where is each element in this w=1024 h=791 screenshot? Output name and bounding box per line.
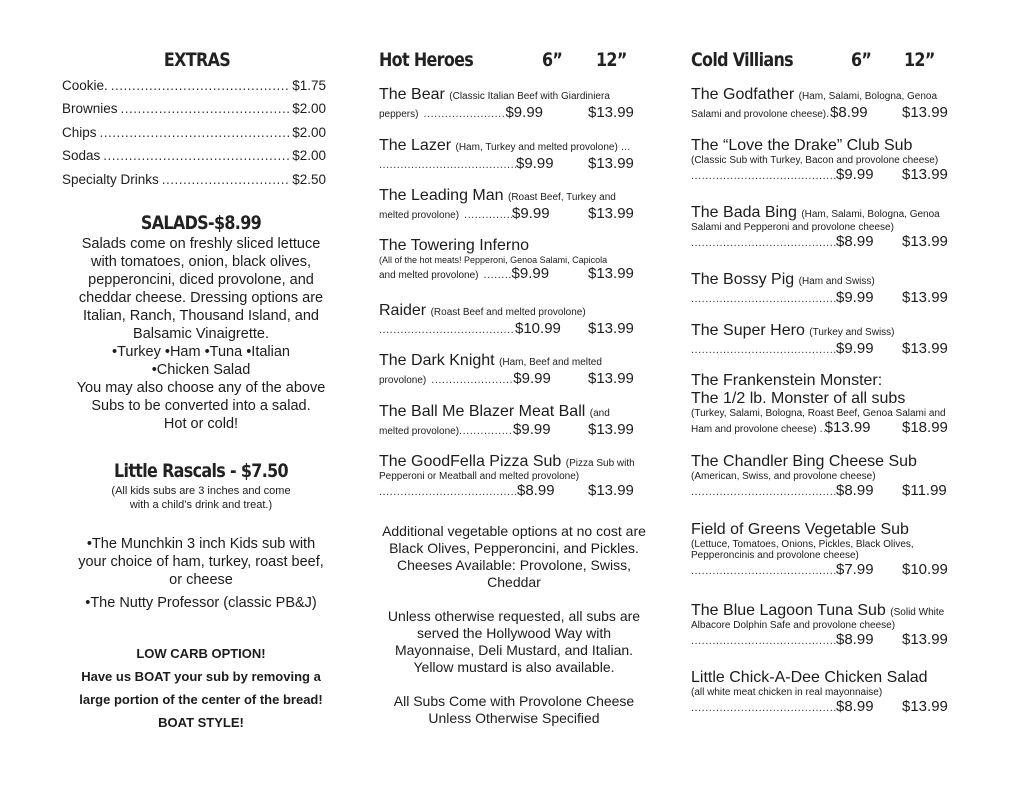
price-6: $8.99: [836, 631, 874, 648]
price-12: $13.99: [588, 370, 634, 387]
note-line: Mayonnaise, Deli Mustard, and Italian.: [394, 642, 634, 658]
price-12: $13.99: [902, 340, 948, 357]
note-line: Unless Otherwise Specified: [428, 710, 600, 726]
leader-dots: [162, 172, 289, 187]
size-12-header: 12”: [904, 49, 935, 71]
hot-heroes-section: [379, 0, 659, 791]
lowcarb-line: large portion of the center of the bread!: [79, 692, 323, 707]
item-name: The “Love the Drake” Club Sub: [691, 137, 913, 154]
item-desc: provolone): [379, 375, 427, 386]
price-6: $8.99: [836, 482, 874, 499]
price-12: $11.99: [902, 482, 947, 499]
leader-dots: [103, 148, 289, 163]
rascals-sub-line: (All kids subs are 3 inches and come: [111, 485, 291, 497]
item-desc: (Ham, Salami, Bologna, Genoa: [798, 91, 938, 102]
extra-item: [62, 148, 326, 163]
salads-line: •Chicken Salad: [151, 362, 251, 378]
item-desc: Salami and provolone cheese): [691, 109, 827, 120]
extra-price: $2.00: [292, 101, 326, 116]
menu-item-ball-me-blazer: [379, 403, 659, 438]
vegetable-options-note: [379, 523, 649, 591]
price-6: $9.99: [836, 166, 874, 183]
rascals-subtitle: [62, 484, 340, 512]
item-desc: (Ham, Salami, Bologna, Genoa: [801, 209, 940, 220]
note-line: Black Olives, Pepperoncini, and Pickles.: [389, 540, 639, 556]
rascals-sub-line: with a child’s drink and treat.): [129, 499, 273, 511]
menu-item-blue-lagoon-tuna: [691, 602, 971, 648]
price-12: $13.99: [902, 289, 948, 306]
item-name: The Towering Inferno: [379, 237, 530, 254]
extra-price: $2.00: [292, 125, 326, 140]
menu-item-the-bossy-pig: [691, 271, 971, 306]
menu-item-field-of-greens: [691, 521, 971, 578]
item-name: The Dark Knight: [379, 352, 495, 369]
menu-item-the-super-hero: [691, 322, 971, 357]
menu-item-chandler-bing: [691, 453, 971, 499]
leader-dots: [691, 486, 836, 498]
price-6: $9.99: [513, 370, 551, 387]
item-name: The Bossy Pig: [691, 271, 795, 288]
item-desc: peppers): [379, 109, 419, 120]
item-desc: (Turkey and Swiss): [809, 327, 895, 338]
price-12: $13.99: [588, 155, 634, 172]
leader-dots: [459, 425, 513, 437]
leader-dots: [121, 101, 290, 116]
item-desc: (Roast Beef, Turkey and: [507, 192, 616, 203]
salads-line: Italian, Ranch, Thousand Island, and: [83, 308, 319, 324]
item-name: The Lazer: [379, 137, 452, 154]
price-12: $13.99: [902, 631, 948, 648]
leader-dots: [464, 209, 512, 221]
note-line: served the Hollywood Way with: [416, 625, 611, 641]
item-desc: (Ham, Beef and melted: [499, 357, 602, 368]
item-name: Raider: [379, 302, 427, 319]
price-6: $8.99: [830, 104, 868, 121]
item-name: The Godfather: [691, 86, 795, 103]
item-desc: Pepperoncinis and provolone cheese): [691, 550, 859, 561]
rascals-item-line: or cheese: [169, 572, 233, 588]
price-6: $7.99: [836, 561, 874, 578]
leader-dots: [691, 237, 836, 249]
salads-description: [62, 235, 340, 433]
extra-price: $2.00: [292, 148, 326, 163]
item-desc: (Classic Sub with Turkey, Bacon and provolone cheese): [691, 155, 939, 166]
cold-villians-section: [691, 0, 971, 791]
rascals-item-line: your choice of ham, turkey, roast beef,: [78, 554, 324, 570]
item-desc: (all white meat chicken in real mayonnaise): [691, 687, 883, 698]
extra-price: $2.50: [292, 172, 326, 187]
salads-line: cheddar cheese. Dressing options are: [78, 290, 324, 306]
item-desc: Albacore Dolphin Safe and provolone cheese): [691, 620, 896, 631]
extra-name: Chips: [62, 125, 97, 140]
hot-heroes-title: Hot Heroes: [379, 49, 474, 71]
extra-name: Specialty Drinks: [62, 172, 159, 187]
item-name: The Bear: [379, 86, 445, 103]
item-desc: (and: [589, 408, 610, 419]
price-12: $13.99: [588, 265, 634, 282]
menu-item-the-godfather: [691, 86, 971, 121]
price-12: $13.99: [588, 482, 634, 499]
price-6: $9.99: [511, 265, 550, 282]
price-12: $13.99: [588, 421, 634, 438]
menu-item-chick-a-dee: [691, 669, 971, 715]
note-line: Additional vegetable options at no cost are: [382, 523, 646, 539]
salads-line: You may also choose any of the above: [76, 380, 326, 396]
menu-item-goodfella-pizza-sub: [379, 453, 659, 499]
leader-dots: [431, 374, 513, 386]
item-desc: Ham and provolone cheese): [691, 424, 817, 435]
item-desc: (Solid White: [890, 607, 945, 618]
menu-item-the-bada-bing: [691, 204, 971, 250]
price-12: $13.99: [902, 104, 948, 121]
note-line: All Subs Come with Provolone Cheese: [393, 693, 635, 709]
rascals-item-munchkin: [62, 535, 340, 589]
price-12: $10.99: [902, 561, 948, 578]
menu-item-the-towering-inferno: [379, 237, 659, 282]
lowcarb-title: LOW CARB OPTION!: [136, 646, 266, 661]
item-desc: melted provolone): [379, 210, 460, 221]
item-desc: (Classic Italian Beef with Giardiniera: [449, 91, 610, 102]
price-12: $13.99: [588, 320, 634, 337]
price-6: $9.99: [513, 421, 551, 438]
salads-line: Hot or cold!: [163, 416, 239, 432]
item-name: The Blue Lagoon Tuna Sub: [691, 602, 886, 619]
price-6: $9.99: [836, 289, 874, 306]
salads-line: Balsamic Vinaigrette.: [133, 326, 269, 342]
menu-item-the-lazer: [379, 137, 659, 172]
salads-line: •Turkey •Ham •Tuna •Italian: [112, 344, 290, 360]
price-6: $9.99: [836, 340, 874, 357]
extra-price: $1.75: [292, 78, 326, 93]
price-12: $13.99: [588, 104, 634, 121]
salads-line: with tomatoes, onion, black olives,: [90, 254, 312, 270]
leader-dots: [691, 702, 836, 714]
lowcarb-section: [62, 642, 340, 734]
rascals-item-line: •The Munchkin 3 inch Kids sub with: [86, 536, 316, 552]
hollywood-way-note: [379, 608, 649, 676]
price-6: $8.99: [517, 482, 555, 499]
price-12: $13.99: [588, 205, 634, 222]
leader-dots: [423, 108, 505, 120]
extra-name: Cookie.: [62, 78, 108, 93]
item-desc: (Turkey, Salami, Bologna, Roast Beef, Genoa Salami and: [691, 408, 946, 419]
price-12: $18.99: [902, 419, 948, 436]
price-6: $9.99: [512, 205, 550, 222]
price-6: $8.99: [836, 233, 874, 250]
menu-item-frankenstein-monster: [691, 372, 971, 436]
leader-dots: [691, 344, 836, 356]
leader-dots: [111, 78, 289, 93]
price-6: $13.99: [824, 419, 871, 436]
item-desc: (Ham and Swiss): [798, 276, 875, 287]
rascals-title: Little Rascals - $7.50: [114, 460, 288, 482]
extra-item: [62, 125, 326, 140]
extra-name: Brownies: [62, 101, 118, 116]
leader-dots: [691, 635, 836, 647]
item-name: The GoodFella Pizza Sub: [379, 453, 562, 470]
item-name: Little Chick-A-Dee Chicken Salad: [691, 669, 928, 686]
salads-line: Subs to be converted into a salad.: [91, 398, 311, 414]
salads-line: pepperoncini, diced provolone, and: [88, 272, 314, 288]
item-name: The Leading Man: [379, 187, 504, 204]
note-line: Unless otherwise requested, all subs are: [387, 608, 641, 624]
note-line: Cheddar: [487, 574, 541, 590]
item-desc: (Pizza Sub with: [565, 458, 635, 469]
item-name: The Super Hero: [691, 322, 805, 339]
leader-dots: [484, 269, 512, 281]
item-name: The Bada Bing: [691, 204, 797, 221]
price-12: $13.99: [902, 698, 948, 715]
lowcarb-line: BOAT STYLE!: [158, 715, 244, 730]
item-desc: melted provolone): [379, 426, 460, 437]
note-line: Cheeses Available: Provolone, Swiss,: [397, 557, 631, 573]
leader-dots: [100, 125, 290, 140]
item-name-line2: The 1/2 lb. Monster of all subs: [691, 390, 906, 407]
extra-name: Sodas: [62, 148, 101, 163]
item-desc: Pepperoni or Meatball and melted provolone): [379, 471, 580, 482]
extras-title: EXTRAS: [163, 49, 231, 71]
menu-item-the-bear: [379, 86, 659, 121]
size-6-header: 6”: [851, 49, 872, 71]
menu-item-love-the-drake: [691, 137, 971, 183]
price-12: $13.99: [902, 166, 948, 183]
price-6: $9.99: [516, 155, 554, 172]
item-desc: (Ham, Turkey and melted provolone) …: [455, 142, 631, 153]
lowcarb-line: Have us BOAT your sub by removing a: [81, 669, 321, 684]
salads-line: Salads come on freshly sliced lettuce: [81, 236, 321, 252]
extra-item: [62, 101, 326, 116]
item-desc: Salami and Pepperoni and provolone cheese): [691, 222, 894, 233]
cold-villians-title: Cold Villians: [691, 49, 793, 71]
item-name: The Frankenstein Monster:: [691, 372, 883, 389]
leader-dots: [691, 293, 836, 305]
item-name: The Chandler Bing Cheese Sub: [691, 453, 917, 470]
size-12-header: 12”: [596, 49, 627, 71]
leader-dots: [691, 170, 836, 182]
price-6: $10.99: [515, 320, 561, 337]
item-name: Field of Greens Vegetable Sub: [691, 521, 909, 538]
menu-item-the-dark-knight: [379, 352, 659, 387]
extra-item: [62, 78, 326, 93]
size-6-header: 6”: [542, 49, 563, 71]
provolone-note: [379, 693, 649, 727]
price-6: $9.99: [505, 104, 544, 121]
leader-dots: [379, 324, 515, 336]
rascals-item-nutty: •The Nutty Professor (classic PB&J): [85, 595, 317, 611]
leader-dots: [691, 565, 836, 577]
item-desc: (Roast Beef and melted provolone): [430, 307, 586, 318]
menu-item-raider: [379, 302, 659, 337]
item-desc: (All of the hot meats! Pepperoni, Genoa Salami, Capicola: [379, 255, 608, 265]
item-desc: (Lettuce, Tomatoes, Onions, Pickles, Black Olives,: [691, 539, 914, 550]
price-6: $8.99: [836, 698, 874, 715]
extra-item: [62, 172, 326, 187]
leader-dots: [379, 159, 516, 171]
item-desc: (American, Swiss, and provolone cheese): [691, 471, 876, 482]
item-desc: and melted provolone): [379, 270, 479, 281]
leader-dots: [379, 486, 517, 498]
item-name: The Ball Me Blazer Meat Ball: [379, 403, 586, 420]
salads-title: SALADS-$8.99: [140, 212, 262, 234]
note-line: Yellow mustard is also available.: [413, 659, 615, 675]
menu-item-the-leading-man: [379, 187, 659, 222]
price-12: $13.99: [902, 233, 948, 250]
